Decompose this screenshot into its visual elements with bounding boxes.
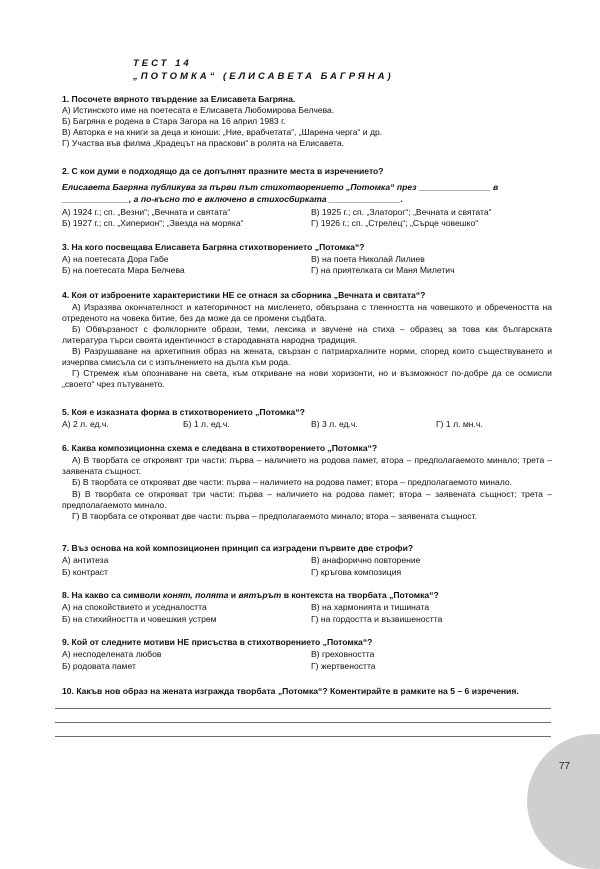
q5-option-d: Г) 1 л. мн.ч. xyxy=(436,419,483,429)
q5-option-c: В) 3 л. ед.ч. xyxy=(311,419,358,429)
q1-option-c: В) Авторка е на книги за деца и юноши: „Ние, врабчетата“, „Шарена черга“ и др. xyxy=(62,127,383,137)
question-1: 1. Посочете вярното твърдение за Елисавета Багряна. xyxy=(62,94,296,104)
q8-option-c: В) на хармонията и тишината xyxy=(311,602,430,612)
q4-option-d: Г) Стремеж към опознаване на света, към откриване на нови хоризонти, но и възможност по-добре да се осмисли „своето“ чрез пътуването. xyxy=(62,368,552,389)
test-number: ТЕСТ 14 xyxy=(133,58,192,69)
q6-option-d: Г) В творбата се открояват две части: първа – предполагаемото минало; втора – заявената същност. xyxy=(72,511,477,521)
q6-option-b: Б) В творбата се открояват две части: първа – наличието на родова памет; втора – предполагаемото минало. xyxy=(72,477,513,487)
page-corner-decoration xyxy=(527,734,600,869)
q2-option-a: А) 1924 г.; сп. „Везни“; „Вечната и святата“ xyxy=(62,207,231,217)
question-6: 6. Каква композиционна схема е следвана в стихотворението „Потомка“? xyxy=(62,443,378,453)
q2-option-b: Б) 1927 г.; сп. „Хиперион“; „Звезда на моряка“ xyxy=(62,218,244,228)
q7-option-d: Г) кръгова композиция xyxy=(311,567,402,577)
q2-sentence-line2: ______________, а по-късно то е включено в стихосбирката _______________. xyxy=(62,194,403,204)
q8-option-a: А) на спокойствието и уседналостта xyxy=(62,602,207,612)
answer-line[interactable] xyxy=(55,736,551,737)
q6-option-c: В) В творбата се открояват три части: първа – наличието на родова памет; втора – заявената същност; трета – предполагаемото минало. xyxy=(62,489,552,510)
question-8: 8. На какво са символи конят, полята и вятърът в контекста на творбата „Потомка“? xyxy=(62,590,439,600)
q9-option-d: Г) жертвеността xyxy=(311,661,376,671)
page-number: 77 xyxy=(558,761,570,772)
question-10: 10. Какъв нов образ на жената изгражда творбата „Потомка“? Коментирайте в рамките на 5 – 6 изречения. xyxy=(62,686,519,696)
q3-option-c: В) на поета Николай Лилиев xyxy=(311,254,425,264)
test-title: „ПОТОМКА“ (ЕЛИСАВЕТА БАГРЯНА) xyxy=(133,71,394,82)
question-7: 7. Въз основа на кой композиционен принцип са изградени първите две строфи? xyxy=(62,543,414,553)
answer-line[interactable] xyxy=(55,708,551,709)
q7-option-a: А) антитеза xyxy=(62,555,109,565)
q2-option-c: В) 1925 г.; сп. „Златорог“; „Вечната и святата“ xyxy=(311,207,492,217)
q4-option-a: А) Изразява окончателност и категоричност на мисленето, обвързана с тленността на човешкото и обречеността на отреденото на човека битие, без да може да се промени съдбата. xyxy=(62,302,552,323)
q9-option-a: А) несподелената любов xyxy=(62,649,162,659)
q3-option-a: А) на поетесата Дора Габе xyxy=(62,254,169,264)
q4-option-b: Б) Обвързаност с фолклорните образи, теми, лексика и звучене на стиха – образец за това как българската литература търси своята идентичност в стародавната народна традиция. xyxy=(62,324,552,345)
q1-option-a: А) Истинското име на поетесата е Елисавета Любомирова Белчева. xyxy=(62,105,335,115)
q2-sentence-line1: Елисавета Багряна публикува за първи път стихотворението „Потомка“ през _______________ в xyxy=(62,182,499,192)
question-9: 9. Кой от следните мотиви НЕ присъства в стихотворението „Потомка“? xyxy=(62,637,373,647)
answer-line[interactable] xyxy=(55,722,551,723)
q9-option-b: Б) родовата памет xyxy=(62,661,136,671)
q9-option-c: В) греховността xyxy=(311,649,375,659)
question-4: 4. Коя от изброените характеристики НЕ се отнася за сборника „Вечната и святата“? xyxy=(62,290,426,300)
question-5: 5. Коя е изказната форма в стихотворението „Потомка“? xyxy=(62,407,305,417)
q7-option-c: В) анафорично повторение xyxy=(311,555,421,565)
q6-option-a: А) В творбата се откроявят три части: първа – наличието на родова памет, втора – предполагаемото минало; трета – заявената същност. xyxy=(62,455,552,476)
q7-option-b: Б) контраст xyxy=(62,567,108,577)
question-3: 3. На кого посвещава Елисавета Багряна стихотворението „Потомка“? xyxy=(62,242,365,252)
q5-option-a: А) 2 л. ед.ч. xyxy=(62,419,109,429)
q4-option-c: В) Разрушаване на архетипния образ на жената, свързан с патриархалните норми, според които съществуването и изчерпва смисъла си с изпълнението на дълга към рода. xyxy=(62,346,552,367)
q1-option-b: Б) Багряна е родена в Стара Загора на 16 април 1983 г. xyxy=(62,116,286,126)
question-2: 2. С кои думи е подходящо да се допълнят празните места в изречението? xyxy=(62,166,384,176)
q3-option-d: Г) на приятелката си Маня Милетич xyxy=(311,265,455,275)
q8-option-d: Г) на гордостта и възвишеността xyxy=(311,614,443,624)
q2-option-d: Г) 1926 г.; сп. „Стрелец“; „Сърце човешко“ xyxy=(311,218,479,228)
q5-option-b: Б) 1 л. ед.ч. xyxy=(183,419,230,429)
q3-option-b: Б) на поетесата Мара Белчева xyxy=(62,265,185,275)
q1-option-d: Г) Участва във филма „Крадецът на праскови“ в ролята на Елисавета. xyxy=(62,138,345,148)
q8-option-b: Б) на стихийността и човешкия устрем xyxy=(62,614,217,624)
